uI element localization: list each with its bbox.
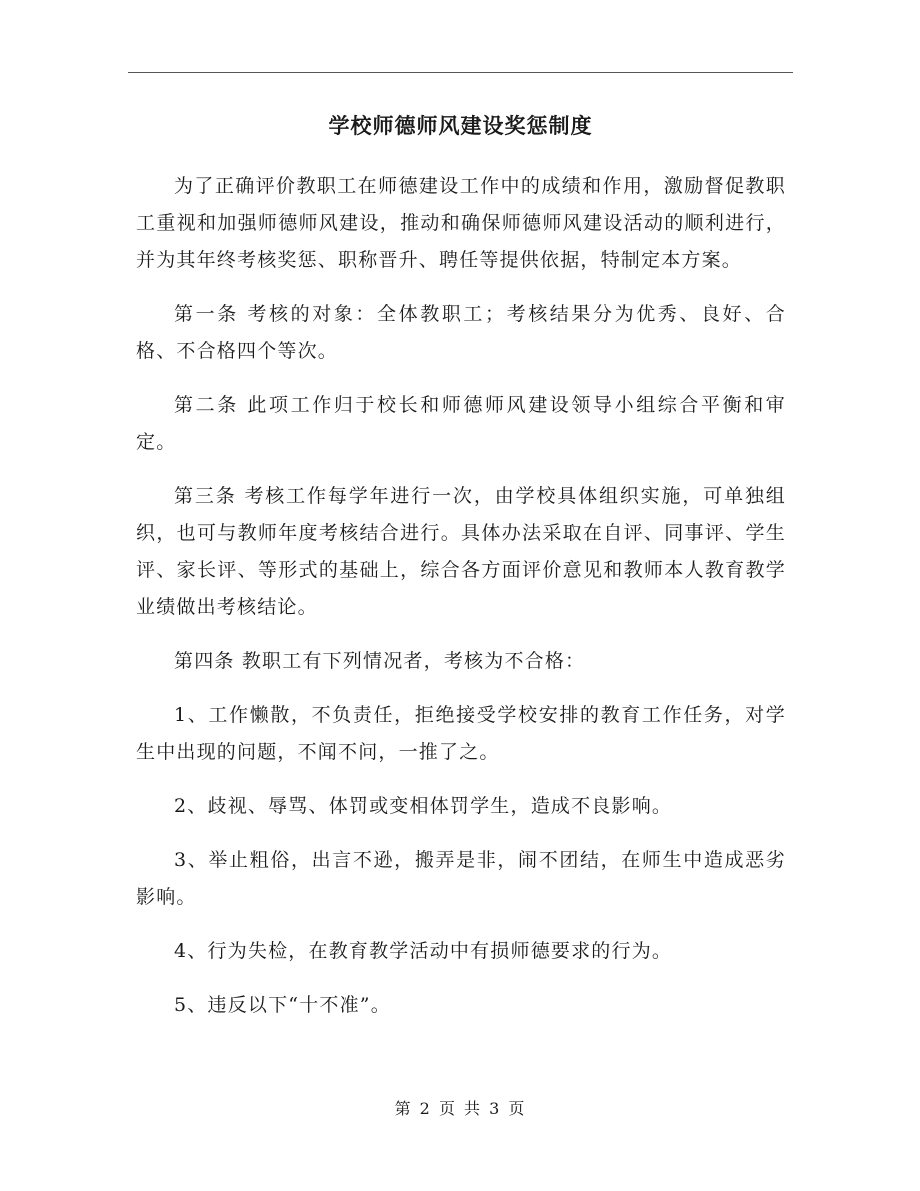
paragraph-article-2: 第二条 此项工作归于校长和师德师风建设领导小组综合平衡和审定。 (136, 394, 786, 453)
page-number-footer: 第 2 页 共 3 页 (394, 1099, 527, 1118)
paragraph-article-1: 第一条 考核的对象：全体教职工；考核结果分为优秀、良好、合格、不合格四个等次。 (136, 303, 786, 362)
list-item-4: 4、行为失检，在教育教学活动中有损师德要求的行为。 (174, 940, 673, 962)
list-item-3: 3、举止粗俗，出言不逊，搬弄是非，闹不团结，在师生中造成恶劣影响。 (136, 849, 786, 908)
list-item-2: 2、歧视、辱骂、体罚或变相体罚学生，造成不良影响。 (174, 795, 673, 817)
document-body (136, 168, 786, 1041)
paragraph-intro: 为了正确评价教职工在师德建设工作中的成绩和作用，激励督促教职工重视和加强师德师风建设，推动和确保师德师风建设活动的顺利进行，并为其年终考核奖惩、职称晋升、聘任等提供依据，特制定本方案。 (136, 175, 786, 271)
paragraph-article-4: 第四条 教职工有下列情况者，考核为不合格： (174, 650, 586, 672)
paragraph-article-3: 第三条 考核工作每学年进行一次，由学校具体组织实施，可单独组织，也可与教师年度考核结合进行。具体办法采取在自评、同事评、学生评、家长评、等形式的基础上，综合各方面评价意见和教师本人教育教学业绩做出考核结论。 (136, 485, 786, 618)
list-item-1: 1、工作懒散，不负责任，拒绝接受学校安排的教育工作任务，对学生中出现的问题，不闻不问，一推了之。 (136, 704, 786, 763)
header-rule (128, 72, 793, 73)
document-title: 学校师德师风建设奖惩制度 (328, 113, 593, 138)
list-item-5: 5、违反以下“十不准”。 (174, 994, 391, 1016)
